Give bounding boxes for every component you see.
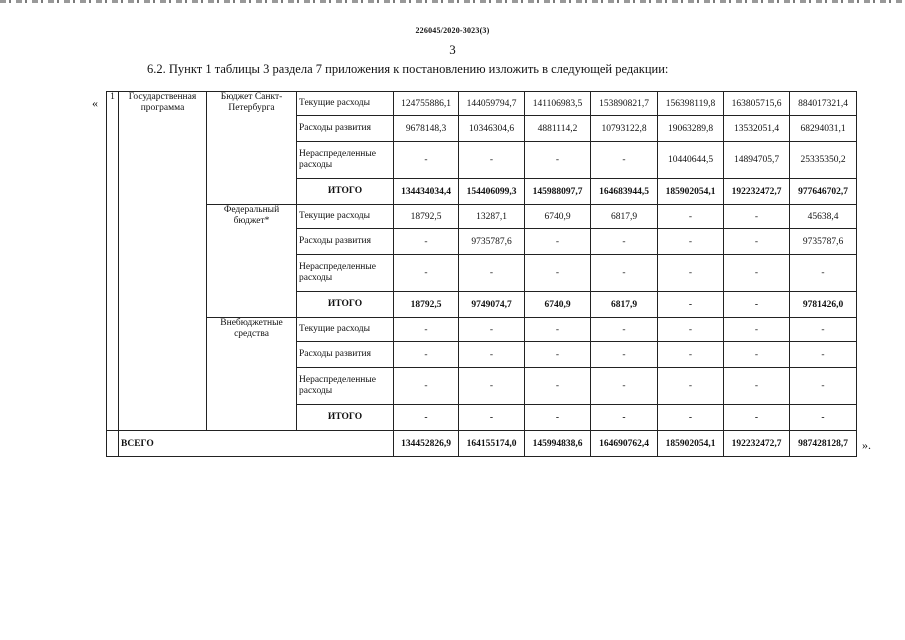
value-cell: - (658, 292, 724, 318)
value-cell: 9678148,3 (394, 116, 459, 142)
value-cell: - (394, 229, 459, 255)
value-cell: - (724, 368, 790, 405)
value-cell: 154406099,3 (459, 179, 525, 205)
value-cell: 185902054,1 (658, 179, 724, 205)
value-cell: - (658, 342, 724, 368)
value-cell: 45638,4 (790, 205, 857, 229)
funding-source-cell: Федеральный бюджет* (207, 205, 297, 318)
grand-total-value: 164155174,0 (459, 431, 525, 457)
value-cell: 25335350,2 (790, 142, 857, 179)
value-cell: - (790, 368, 857, 405)
value-cell: - (724, 318, 790, 342)
value-cell: - (525, 229, 591, 255)
grand-total-value: 164690762,4 (591, 431, 658, 457)
table-row (107, 92, 857, 116)
value-cell: 10793122,8 (591, 116, 658, 142)
value-cell: - (459, 342, 525, 368)
grand-total-value: 192232472,7 (724, 431, 790, 457)
value-cell: 9735787,6 (459, 229, 525, 255)
value-cell: - (525, 368, 591, 405)
value-cell: - (394, 405, 459, 431)
table-row (107, 318, 857, 342)
value-cell: 10440644,5 (658, 142, 724, 179)
value-cell: - (525, 342, 591, 368)
value-cell: - (790, 255, 857, 292)
value-cell: - (525, 255, 591, 292)
value-cell: - (790, 318, 857, 342)
value-cell: - (459, 318, 525, 342)
value-cell: - (658, 405, 724, 431)
expense-type-label: Текущие расходы (297, 205, 394, 229)
value-cell: 4881114,2 (525, 116, 591, 142)
funding-source-cell: Бюджет Санкт-Петербурга (207, 92, 297, 205)
value-cell: 6817,9 (591, 205, 658, 229)
value-cell: - (790, 405, 857, 431)
expense-type-label: Нераспределенные расходы (297, 255, 394, 292)
value-cell: - (394, 318, 459, 342)
grand-total-value: 145994838,6 (525, 431, 591, 457)
value-cell: - (658, 255, 724, 292)
value-cell: 192232472,7 (724, 179, 790, 205)
value-cell: - (591, 142, 658, 179)
opening-quote: « (92, 96, 98, 110)
subtotal-label: ИТОГО (297, 179, 394, 205)
value-cell: - (724, 255, 790, 292)
value-cell: - (591, 368, 658, 405)
value-cell: - (658, 205, 724, 229)
value-cell: - (591, 318, 658, 342)
expense-type-label: Нераспределенные расходы (297, 368, 394, 405)
value-cell: - (394, 142, 459, 179)
value-cell: - (525, 318, 591, 342)
funding-source-cell: Внебюджетные средства (207, 318, 297, 431)
value-cell: 977646702,7 (790, 179, 857, 205)
expense-type-label: Нераспределенные расходы (297, 142, 394, 179)
value-cell: - (394, 368, 459, 405)
value-cell: 19063289,8 (658, 116, 724, 142)
value-cell: 18792,5 (394, 205, 459, 229)
value-cell: 164683944,5 (591, 179, 658, 205)
value-cell: - (724, 229, 790, 255)
value-cell: - (394, 255, 459, 292)
expense-type-label: Расходы развития (297, 342, 394, 368)
empty-cell (107, 431, 119, 457)
document-id: 226045/2020-3023(3) (415, 26, 490, 35)
value-cell: 156398119,8 (658, 92, 724, 116)
expense-type-label: Расходы развития (297, 229, 394, 255)
value-cell: - (459, 255, 525, 292)
value-cell: - (658, 368, 724, 405)
grand-total-value: 134452826,9 (394, 431, 459, 457)
value-cell: 163805715,6 (724, 92, 790, 116)
value-cell: 144059794,7 (459, 92, 525, 116)
value-cell: 13287,1 (459, 205, 525, 229)
value-cell: 9781426,0 (790, 292, 857, 318)
value-cell: - (459, 142, 525, 179)
value-cell: 18792,5 (394, 292, 459, 318)
grand-total-label: ВСЕГО (119, 431, 394, 457)
value-cell: 13532051,4 (724, 116, 790, 142)
value-cell: 884017321,4 (790, 92, 857, 116)
closing-quote: ». (862, 438, 871, 452)
expense-type-label: Текущие расходы (297, 318, 394, 342)
value-cell: - (459, 405, 525, 431)
scan-edge-artifact (0, 0, 905, 3)
value-cell: - (525, 405, 591, 431)
value-cell: - (591, 255, 658, 292)
value-cell: - (724, 405, 790, 431)
value-cell: 124755886,1 (394, 92, 459, 116)
value-cell: 134434034,4 (394, 179, 459, 205)
value-cell: - (658, 229, 724, 255)
page-number: 3 (449, 42, 456, 57)
section-heading: 6.2. Пункт 1 таблицы 3 раздела 7 приложения к постановлению изложить в следующей редакции: (147, 62, 669, 76)
row-index: 1 (107, 92, 119, 431)
value-cell: 6817,9 (591, 292, 658, 318)
value-cell: - (658, 318, 724, 342)
expense-type-label: Расходы развития (297, 116, 394, 142)
value-cell: 6740,9 (525, 205, 591, 229)
value-cell: - (525, 142, 591, 179)
value-cell: 9749074,7 (459, 292, 525, 318)
program-cell: Государственная программа (119, 92, 207, 431)
subtotal-label: ИТОГО (297, 405, 394, 431)
value-cell: - (724, 205, 790, 229)
value-cell: - (790, 342, 857, 368)
value-cell: - (394, 342, 459, 368)
value-cell: - (459, 368, 525, 405)
grand-total-value: 987428128,7 (790, 431, 857, 457)
value-cell: 145988097,7 (525, 179, 591, 205)
value-cell: 153890821,7 (591, 92, 658, 116)
budget-table (106, 91, 857, 457)
value-cell: - (591, 229, 658, 255)
value-cell: - (591, 405, 658, 431)
value-cell: - (724, 342, 790, 368)
grand-total-value: 185902054,1 (658, 431, 724, 457)
value-cell: 14894705,7 (724, 142, 790, 179)
value-cell: 10346304,6 (459, 116, 525, 142)
value-cell: 141106983,5 (525, 92, 591, 116)
subtotal-label: ИТОГО (297, 292, 394, 318)
grand-total-row (107, 431, 857, 457)
value-cell: 9735787,6 (790, 229, 857, 255)
expense-type-label: Текущие расходы (297, 92, 394, 116)
value-cell: 68294031,1 (790, 116, 857, 142)
table-row (107, 205, 857, 229)
value-cell: 6740,9 (525, 292, 591, 318)
value-cell: - (591, 342, 658, 368)
value-cell: - (724, 292, 790, 318)
